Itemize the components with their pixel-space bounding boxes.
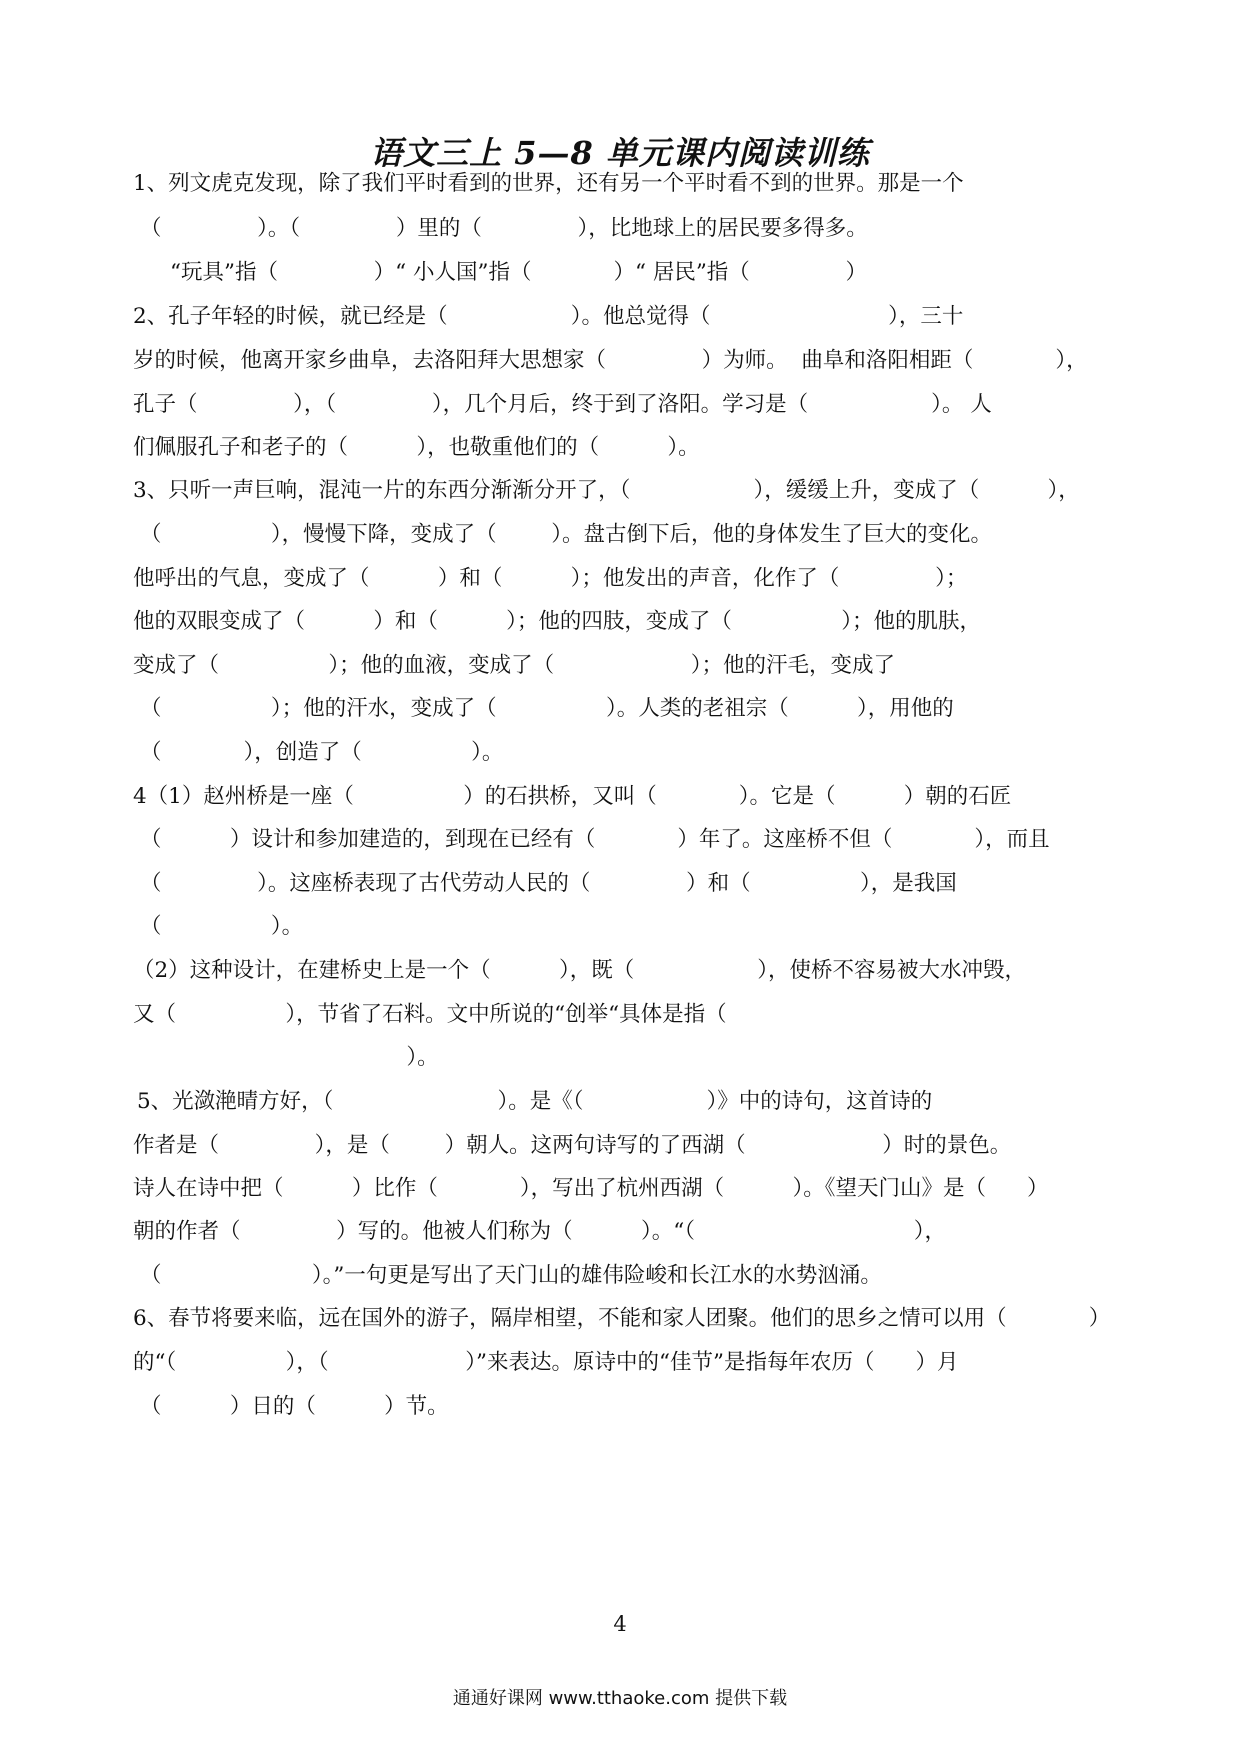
text-line: （ ）。（ ）里的（ ），比地球上的居民要多得多。: [140, 216, 868, 241]
text-line: 又（ ），节省了石料。文中所说的“创举“具体是指（: [133, 1002, 727, 1027]
text-line: 1、列文虎克发现，除了我们平时看到的世界，还有另一个平时看不到的世界。那是一个: [133, 171, 964, 196]
text-line: 6、春节将要来临，远在国外的游子，隔岸相望，不能和家人团聚。他们的思乡之情可以用（ ）: [133, 1306, 1111, 1331]
text-line: 诗人在诗中把（ ）比作（ ），写出了杭州西湖（ ）。《望天门山》是（ ）: [133, 1176, 1049, 1201]
text-line: 3、只听一声巨响，混沌一片的东西分渐渐分开了，（ ），缓缓上升，变成了（ ），: [133, 478, 1080, 503]
text-line: （ ）。这座桥表现了古代劳动人民的（ ）和（ ），是我国: [140, 871, 957, 896]
text-line: 孔子（ ），（ ），几个月后，终于到了洛阳。学习是（ ）。 人: [133, 392, 992, 417]
text-line: （2）这种设计，在建桥史上是一个（ ），既（ ），使桥不容易被大水冲毁，: [133, 958, 1027, 983]
text-line: （ ）。”一句更是写出了天门山的雄伟险峻和长江水的水势汹涌。: [140, 1263, 882, 1288]
text-line: 4（1）赵州桥是一座（ ）的石拱桥，又叫（ ）。它是（ ）朝的石匠: [133, 784, 1012, 809]
text-line: 朝的作者（ ）写的。他被人们称为（ ）。“（ ），: [133, 1219, 946, 1244]
text-line: “玩具”指（ ）“ 小人国”指（ ）“ 居民”指（ ）: [170, 260, 867, 285]
footer-watermark: 通通好课网 www.tthaoke.com 提供下载: [452, 1688, 788, 1709]
text-line: 的“（ ），（ ）”来表达。原诗中的“佳节”是指每年农历（ ）月: [133, 1350, 959, 1375]
text-line: 2、孔子年轻的时候，就已经是（ ）。他总觉得（ ），三十: [133, 304, 964, 329]
text-line: 作者是（ ），是（ ）朝人。这两句诗写的了西湖（ ）时的景色。: [133, 1133, 1012, 1158]
text-line: （ ），创造了（ ）。: [140, 740, 504, 765]
text-line: 他呼出的气息，变成了（ ）和（ ）；他发出的声音，化作了（ ）；: [133, 566, 968, 591]
page-title: 语文三上 5—8 单元课内阅读训练: [370, 134, 870, 172]
text-line: （ ）日的（ ）节。: [140, 1394, 449, 1419]
page-number: 4: [613, 1612, 627, 1636]
text-line: 变成了（ ）；他的血液，变成了（ ）；他的汗毛，变成了: [133, 653, 896, 678]
text-line: 岁的时候，他离开家乡曲阜，去洛阳拜大思想家（ ）为师。 曲阜和洛阳相距（ ），: [133, 348, 1088, 373]
text-line: （ ）；他的汗水，变成了（ ）。人类的老祖宗（ ），用他的: [140, 696, 954, 721]
text-line: ）。: [133, 1045, 439, 1070]
text-line: （ ）。: [140, 914, 304, 939]
text-line: （ ），慢慢下降，变成了（ ）。盘古倒下后，他的身体发生了巨大的变化。: [140, 522, 993, 547]
text-line: 5、光潋滟晴方好，（ ）。是《（ ）》中的诗句，这首诗的: [137, 1089, 933, 1114]
text-line: 们佩服孔子和老子的（ ），也敬重他们的（ ）。: [133, 435, 700, 460]
text-line: （ ）设计和参加建造的，到现在已经有（ ）年了。这座桥不但（ ），而且: [140, 827, 1050, 852]
text-line: 他的双眼变成了（ ）和（ ）；他的四肢，变成了（ ）；他的肌肤，: [133, 609, 982, 634]
